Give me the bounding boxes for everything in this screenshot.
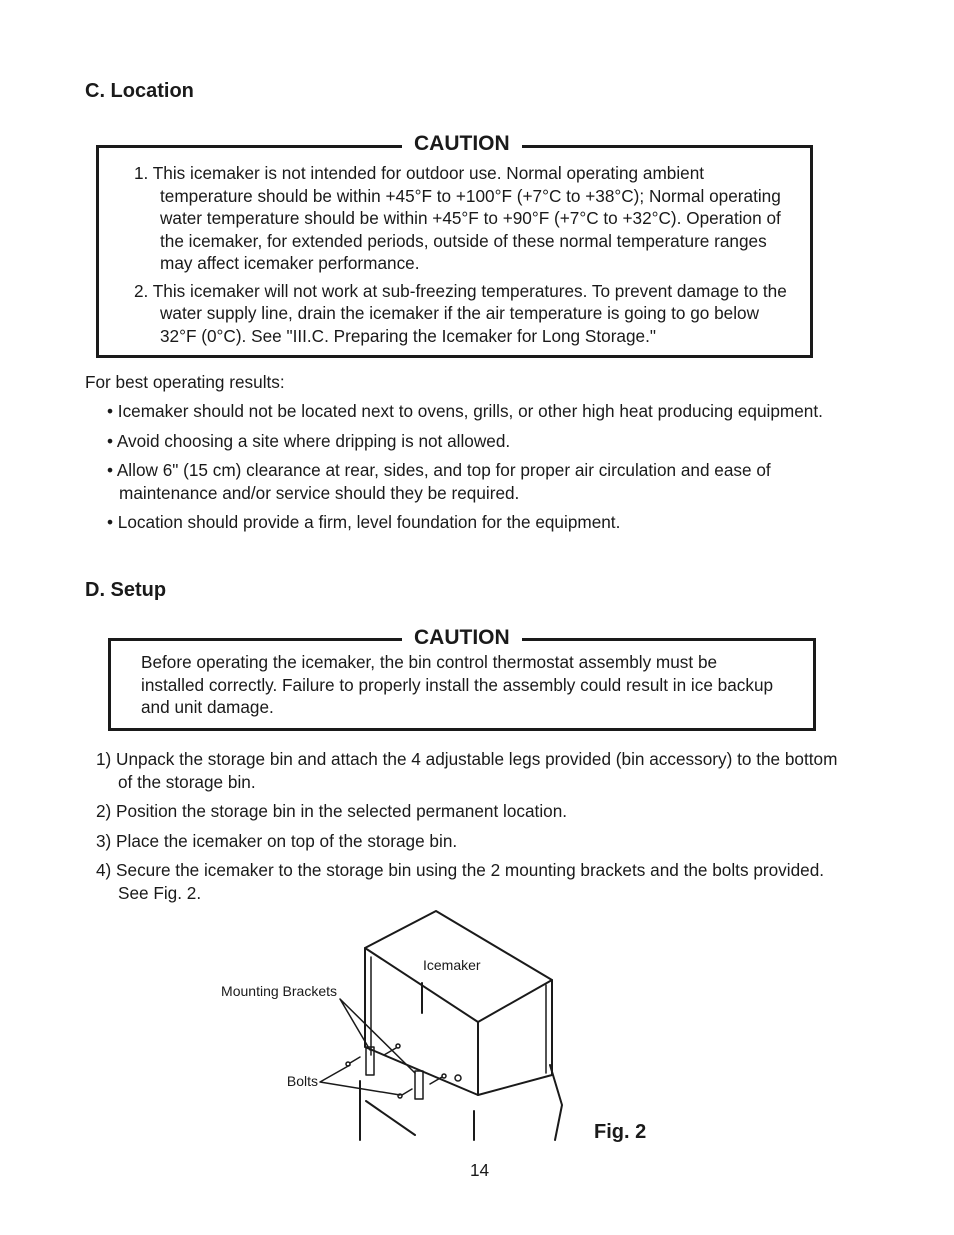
section-c-title: C. Location	[85, 80, 194, 102]
bolt	[402, 1089, 412, 1095]
caution-title-setup: CAUTION	[402, 625, 522, 651]
screw-icon	[455, 1075, 461, 1081]
list-item: 1) Unpack the storage bin and attach the 4 adjustable legs provided (bin accessory) to the bottom of the storage bin.	[96, 749, 838, 792]
list-item: • Icemaker should not be located next to ovens, grills, or other high heat producing equipment.	[107, 401, 823, 421]
list-item: 3) Place the icemaker on top of the storage bin.	[96, 830, 458, 851]
figure-caption: Fig. 2	[594, 1121, 647, 1143]
location-bullet-list	[107, 400, 837, 534]
caution-list-location	[134, 162, 794, 347]
list-item: • Location should provide a firm, level foundation for the equipment.	[107, 512, 621, 532]
icemaker-side-face	[478, 980, 552, 1095]
figure-label-brackets: Mounting Brackets	[221, 983, 337, 999]
figure-label-icemaker: Icemaker	[423, 957, 481, 973]
setup-step-list	[96, 748, 846, 904]
bin-right-edge	[550, 1065, 562, 1140]
bolt	[350, 1057, 360, 1063]
best-results-intro: For best operating results:	[85, 372, 285, 392]
figure-label-bolts: Bolts	[286, 1073, 318, 1089]
icemaker-mounting-figure	[200, 905, 580, 1145]
caution-title-location: CAUTION	[402, 131, 522, 157]
page-number: 14	[470, 1160, 490, 1180]
caution-item: 2. This icemaker will not work at sub-freezing temperatures. To prevent damage to the water supply line, drain the icemaker if the air temperature is going to go below 32°F (0°C). See "III.C. Preparing the Icemaker for Long Storage."	[134, 280, 787, 346]
caution-text-setup: Before operating the icemaker, the bin control thermostat assembly must be installed correctly. Failure to properly install the assembly could result in ice backup and unit damage.	[141, 652, 774, 717]
section-d-title: D. Setup	[85, 579, 167, 601]
bin-front-line	[366, 1101, 415, 1135]
list-item: 4) Secure the icemaker to the storage bin using the 2 mounting brackets and the bolts provided. See Fig. 2.	[96, 860, 825, 903]
caution-item: 1. This icemaker is not intended for outdoor use. Normal operating ambient temperature should be within +45°F to +100°F (+7°C to +38°C); Normal operating water temperature should be within +45°F to +90°F (+7°C to +32°C). Operation of the icemaker, for extended periods, outside of these normal temperature ranges may affect icemaker performance.	[134, 163, 781, 273]
list-item: • Avoid choosing a site where dripping is not allowed.	[107, 430, 511, 451]
list-item: 2) Position the storage bin in the selected permanent location.	[96, 801, 568, 821]
mounting-bracket	[415, 1071, 423, 1099]
list-item: • Allow 6" (15 cm) clearance at rear, sides, and top for proper air circulation and ease of maintenance and/or service should they be required.	[107, 460, 771, 503]
